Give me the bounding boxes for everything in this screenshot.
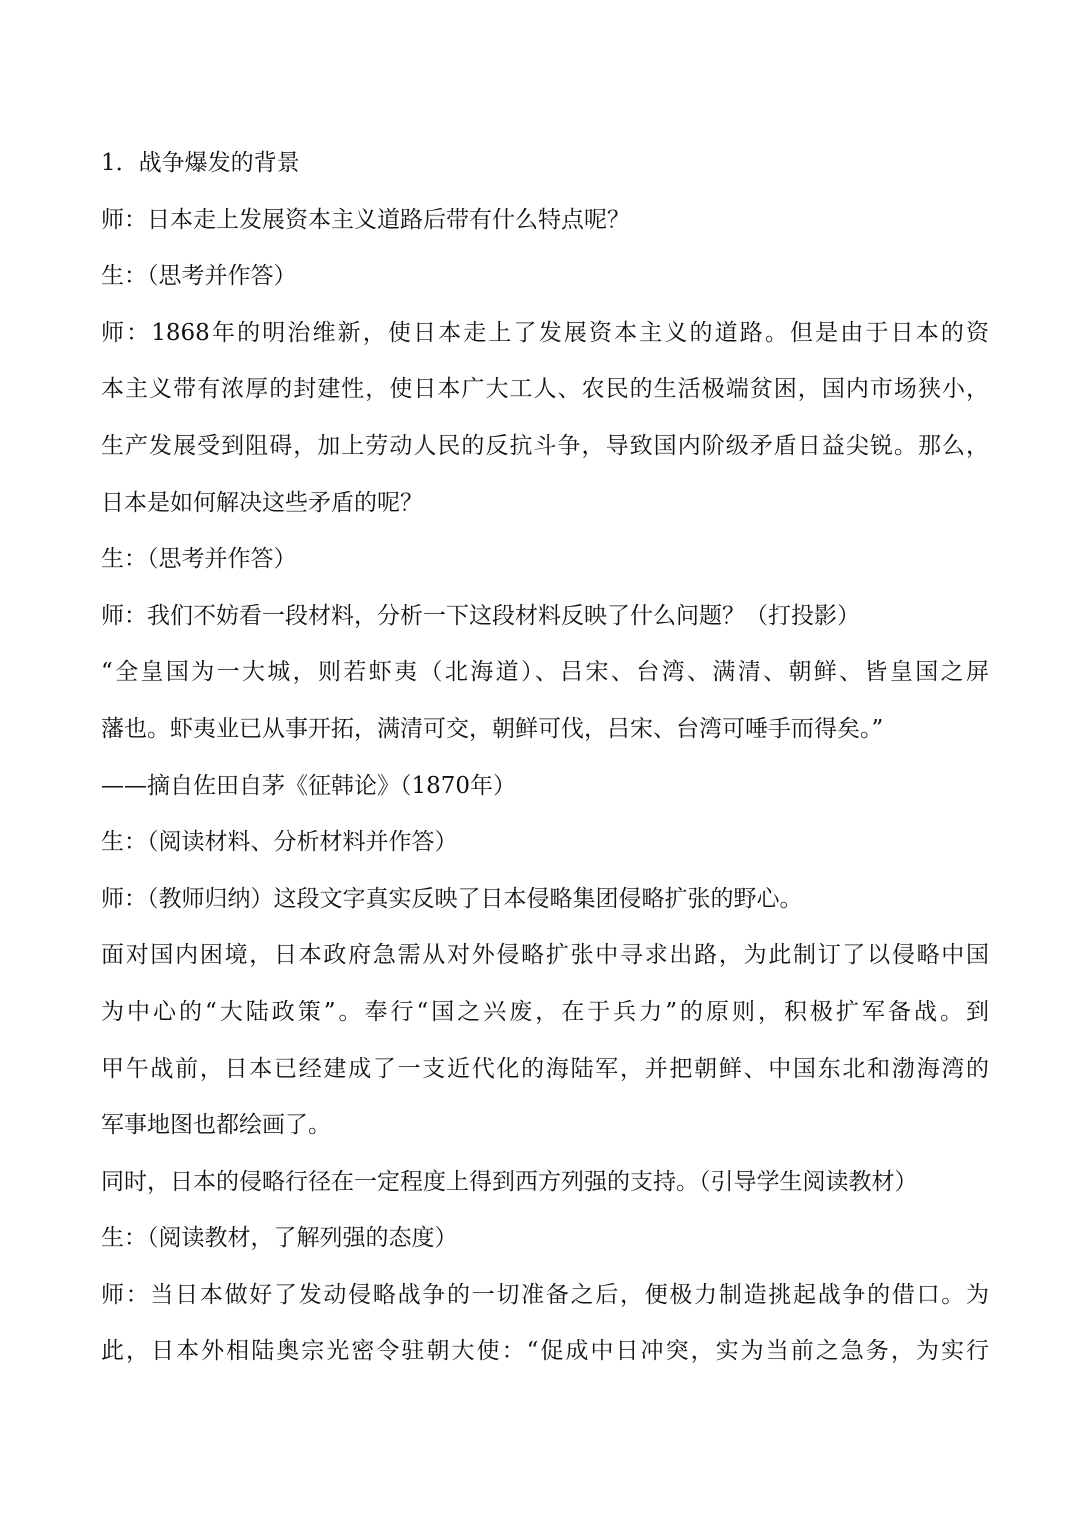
quote-line: “全皇国为一大城，则若虾夷（北海道）、吕宋、台湾、满清、朝鲜、皆皇国之屏 xyxy=(101,659,989,686)
paragraph-line: 军事地图也都绘画了。 xyxy=(101,1112,331,1139)
paragraph-line: 生产发展受到阻碍，加上劳动人民的反抗斗争，导致国内阶级矛盾日益尖锐。那么， xyxy=(101,432,989,459)
quote-line: 藩也。虾夷业已从事开拓，满清可交，朝鲜可伐，吕宋、台湾可唾手而得矣。” xyxy=(101,715,884,742)
paragraph-line: 师：（教师归纳）这段文字真实反映了日本侵略集团侵略扩张的野心。 xyxy=(101,885,803,912)
section-heading: 1．战争爆发的背景 xyxy=(101,150,300,176)
paragraph-line: 为中心的“大陆政策”。奉行“国之兴废，在于兵力”的原则，积极扩军备战。到 xyxy=(101,998,989,1025)
paragraph-line: 师：当日本做好了发动侵略战争的一切准备之后，便极力制造挑起战争的借口。为 xyxy=(101,1281,989,1308)
paragraph-line: 生：（阅读教材，了解列强的态度） xyxy=(101,1225,458,1252)
paragraph-line: 师：我们不妨看一段材料，分析一下这段材料反映了什么问题？（打投影） xyxy=(101,602,860,629)
paragraph-line: 日本是如何解决这些矛盾的呢？ xyxy=(101,489,423,516)
paragraph-line: 师：日本走上发展资本主义道路后带有什么特点呢？ xyxy=(101,206,630,233)
quote-source: ——摘自佐田自茅《征韩论》（1870年） xyxy=(101,772,517,799)
paragraph-line: 甲午战前，日本已经建成了一支近代化的海陆军，并把朝鲜、中国东北和渤海湾的 xyxy=(101,1055,989,1082)
paragraph-line: 生：（阅读材料、分析材料并作答） xyxy=(101,829,458,856)
paragraph-line: 生：（思考并作答） xyxy=(101,263,297,290)
paragraph-line: 同时，日本的侵略行径在一定程度上得到西方列强的支持。（引导学生阅读教材） xyxy=(101,1168,918,1195)
paragraph-line: 生：（思考并作答） xyxy=(101,546,297,573)
paragraph-line: 师：1868年的明治维新，使日本走上了发展资本主义的道路。但是由于日本的资 xyxy=(101,319,989,346)
paragraph-line: 面对国内困境，日本政府急需从对外侵略扩张中寻求出路，为此制订了以侵略中国 xyxy=(101,942,989,969)
paragraph-line: 本主义带有浓厚的封建性，使日本广大工人、农民的生活极端贫困，国内市场狭小， xyxy=(101,376,989,403)
document-body xyxy=(101,149,989,1394)
paragraph-line: 此，日本外相陆奥宗光密令驻朝大使：“促成中日冲突，实为当前之急务，为实行 xyxy=(101,1338,989,1365)
